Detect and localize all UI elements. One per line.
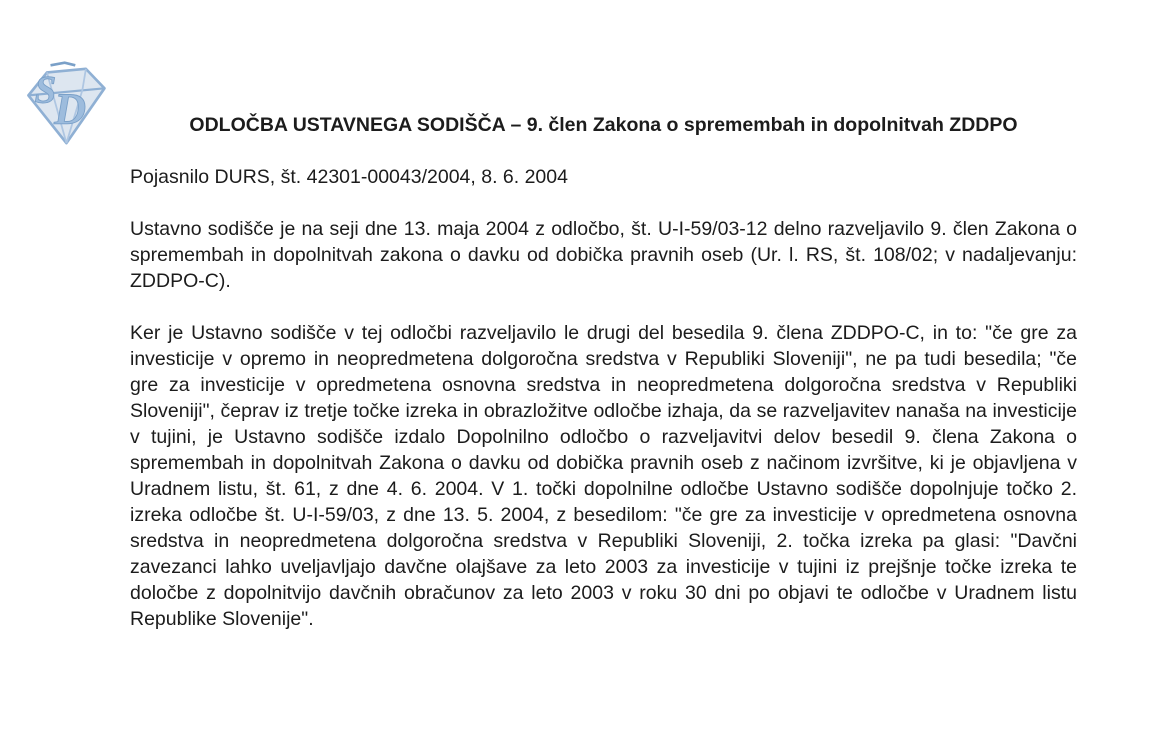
sd-diamond-icon	[24, 60, 108, 152]
svg-text:D: D	[54, 84, 87, 134]
sd-diamond-logo	[24, 60, 108, 152]
svg-text:S: S	[34, 68, 57, 112]
page-title: ODLOČBA USTAVNEGA SODIŠČA – 9. člen Zakona o spremembah in dopolnitvah ZDDPO	[189, 114, 1018, 136]
reference-line: Pojasnilo DURS, št. 42301-00043/2004, 8. 6. 2004	[130, 166, 568, 188]
paragraph-decision-detail: Ker je Ustavno sodišče v tej odločbi razveljavilo le drugi del besedila 9. člena ZDDPO-C, in to: "če gre za investicije v opremo in neopredmetena dolgoročna sredstva v Republiki Sloveniji", ne pa tudi besedila; "če gre za investicije v opredmetena osnovna sredstva in neopredmetena dolgoročna sredstva v Republiki Sloveniji", čeprav iz tretje točke izreka in obrazložitve odločbe izhaja, da se razveljavitev nanaša na investicije v tujini, je Ustavno sodišče izdalo Dopolnilno odločbo o razveljavitvi delov besedil 9. člena Zakona o spremembah in dopolnitvah Zakona o davku od dobička pravnih oseb z načinom izvršitve, ki je objavljena v Uradnem listu, št. 61, z dne 4. 6. 2004. V 1. točki dopolnilne odločbe Ustavno sodišče dopolnjuje točko 2. izreka odločbe št. U-I-59/03, z dne 13. 5. 2004, z besedilom: "če gre za investicije v opredmetena osnovna sredstva in neopredmetena dolgoročna sredstva v Republiki Sloveniji, 2. točka izreka pa glasi: "Davčni zavezanci lahko uveljavljajo davčne olajšave za leto 2003 za investicije v tujini iz prejšnje točke izreka te določbe z dopolnitvijo davčnih obračunov za leto 2003 v roku 30 dni po objavi te odločbe v Uradnem listu Republike Slovenije".	[130, 322, 1077, 630]
document-body	[130, 112, 1077, 658]
paragraph-decision-summary: Ustavno sodišče je na seji dne 13. maja 2004 z odločbo, št. U-I-59/03-12 delno razveljavilo 9. člen Zakona o spremembah in dopolnitvah zakona o davku od dobička pravnih oseb (Ur. l. RS, št. 108/02; v nadaljevanju: ZDDPO-C).	[130, 218, 1077, 292]
